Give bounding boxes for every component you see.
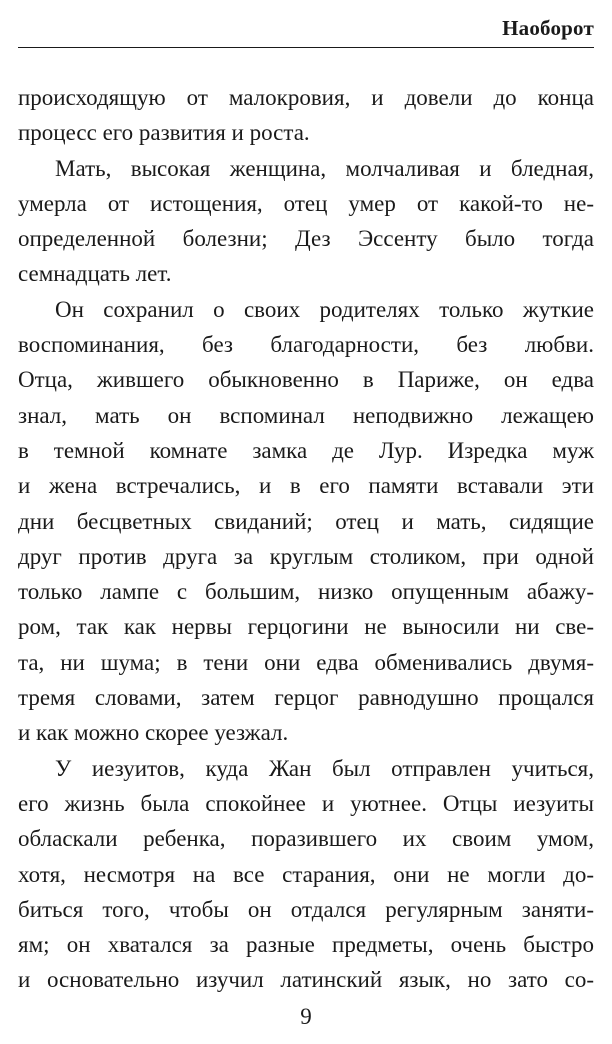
text-line: только лампе с большим, низко опущенным абажу-	[18, 579, 594, 605]
text-line: Он сохранил о своих родителях только жуткие	[55, 296, 594, 322]
text-line: знал, мать он вспоминал неподвижно лежащею	[18, 402, 594, 428]
text-line: обласкали ребенка, поразившего их своим умом,	[18, 826, 594, 852]
text-line: У иезуитов, куда Жан был отправлен учиться,	[55, 755, 594, 781]
text-line: в темной комнате замка де Лур. Изредка муж	[18, 437, 594, 463]
book-page	[18, 0, 594, 1044]
text-line: и основательно изучил латинский язык, но зато со-	[18, 967, 594, 993]
text-line: ром, так как нервы герцогини не выносили ни све-	[18, 614, 594, 640]
text-line: процесс его развития и роста.	[18, 120, 310, 146]
text-line: и жена встречались, и в его памяти вставали эти	[18, 473, 594, 499]
running-title: Наоборот	[502, 16, 594, 40]
text-line: хотя, несмотря на все старания, они не могли до-	[18, 861, 594, 887]
header-rule	[18, 47, 594, 48]
text-line: и как можно скорее уезжал.	[18, 720, 289, 746]
text-line: происходящую от малокровия, и довели до конца	[18, 85, 594, 110]
text-line: тремя словами, затем герцог равнодушно прощался	[18, 685, 594, 711]
text-line: дни бесцветных свиданий; отец и мать, сидящие	[18, 508, 594, 534]
text-line: та, ни шума; в тени они едва обменивались двумя-	[18, 649, 594, 675]
text-line: определенной болезни; Дез Эссенту было тогда	[18, 226, 594, 252]
text-line: умерла от истощения, отец умер от какой-то не-	[18, 190, 594, 216]
text-line: ям; он хватался за разные предметы, очень быстро	[18, 932, 594, 958]
text-line: друг против друга за круглым столиком, при одной	[18, 543, 594, 569]
body-text	[18, 80, 594, 998]
text-line: семнадцать лет.	[18, 261, 172, 287]
text-line: воспоминания, без благодарности, без любви.	[18, 332, 594, 358]
text-line: Отца, жившего обыкновенно в Париже, он едва	[18, 367, 594, 393]
text-line: Мать, высокая женщина, молчаливая и бледная,	[55, 155, 594, 181]
text-line: его жизнь была спокойнее и уютнее. Отцы иезуиты	[18, 790, 594, 816]
page-number: 9	[300, 1004, 312, 1029]
text-line: биться того, чтобы он отдался регулярным заняти-	[18, 896, 594, 922]
